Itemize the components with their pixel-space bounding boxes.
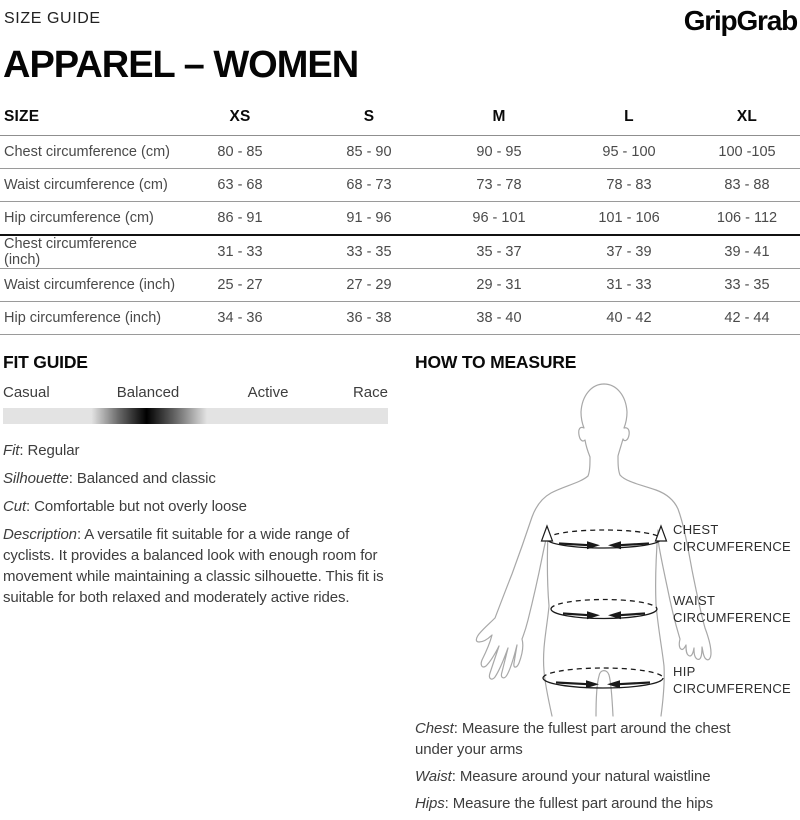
size-value: 80 - 85 [176, 136, 304, 169]
row-label: Waist circumference (cm) [0, 169, 176, 202]
size-value: 91 - 96 [304, 202, 434, 235]
size-value: 73 - 78 [434, 169, 564, 202]
page-label: SIZE GUIDE [4, 10, 101, 27]
measure-instruction-hips: Hips: Measure the fullest part around the hips [415, 795, 714, 812]
fit-detail-silhouette: Silhouette: Balanced and classic [3, 470, 216, 487]
size-value: 42 - 44 [694, 301, 800, 334]
fit-scale-label-active: Active [247, 384, 289, 401]
how-to-measure-heading: HOW TO MEASURE [415, 352, 577, 372]
row-label: Chest circumference (inch) [0, 235, 176, 269]
size-value: 39 - 41 [694, 235, 800, 269]
size-value: 106 - 112 [694, 202, 800, 235]
table-row [0, 268, 800, 301]
size-value: 38 - 40 [434, 301, 564, 334]
row-label: Chest circumference (cm) [0, 136, 176, 169]
size-value: 63 - 68 [176, 169, 304, 202]
measure-label-hip: HIP CIRCUMFERENCE [673, 664, 792, 696]
size-value: 83 - 88 [694, 169, 800, 202]
measure-instruction-waist: Waist: Measure around your natural waistline [415, 768, 711, 785]
size-value: 40 - 42 [564, 301, 694, 334]
row-label: Hip circumference (inch) [0, 301, 176, 334]
fit-guide-heading: FIT GUIDE [3, 352, 88, 372]
size-value: 85 - 90 [304, 136, 434, 169]
size-table-header [0, 100, 800, 136]
detail-label: Cut [3, 498, 27, 515]
fit-scale-label-race: Race [352, 384, 388, 401]
detail-label: Waist [415, 768, 452, 785]
size-table [0, 100, 800, 335]
table-row [0, 169, 800, 202]
table-row [0, 136, 800, 169]
detail-label: Fit [3, 442, 20, 459]
detail-label: Silhouette [3, 470, 69, 487]
table-row [0, 301, 800, 334]
fit-scale-bar [3, 408, 388, 424]
measure-label-waist: WAIST CIRCUMFERENCE [673, 593, 792, 625]
fit-detail-cut: Cut: Comfortable but not overly loose [3, 498, 247, 515]
fit-detail-description: Description: A versatile fit suitable for a wide range of cyclists. It provides a balanced look with enough room for movement while maintaining a classic silhouette. This fit is suitable for both relaxed and moderately active rides. [3, 526, 384, 606]
measure-instruction-chest: Chest: Measure the fullest part around the chest under your arms [415, 720, 731, 758]
size-value: 101 - 106 [564, 202, 694, 235]
column-header-l: L [564, 100, 694, 136]
size-value: 34 - 36 [176, 301, 304, 334]
size-value: 36 - 38 [304, 301, 434, 334]
size-value: 31 - 33 [564, 268, 694, 301]
size-value: 33 - 35 [304, 235, 434, 269]
column-header-size: SIZE [0, 100, 176, 136]
size-value: 96 - 101 [434, 202, 564, 235]
column-header-s: S [304, 100, 434, 136]
how-to-measure-section [415, 352, 800, 812]
row-label: Waist circumference (inch) [0, 268, 176, 301]
detail-label: Hips [415, 795, 445, 812]
size-value: 78 - 83 [564, 169, 694, 202]
size-value: 90 - 95 [434, 136, 564, 169]
size-value: 37 - 39 [564, 235, 694, 269]
measure-instructions [415, 718, 765, 820]
size-value: 29 - 31 [434, 268, 564, 301]
size-value: 35 - 37 [434, 235, 564, 269]
detail-label: Description [3, 526, 77, 543]
fit-scale-label-casual: Casual [3, 384, 50, 401]
fit-scale-labels [3, 384, 388, 402]
size-value: 27 - 29 [304, 268, 434, 301]
fit-guide-section [3, 352, 403, 606]
size-value: 31 - 33 [176, 235, 304, 269]
table-row [0, 202, 800, 235]
table-row [0, 235, 800, 269]
page-title: APPAREL – WOMEN [3, 44, 359, 86]
size-value: 33 - 35 [694, 268, 800, 301]
size-value: 25 - 27 [176, 268, 304, 301]
column-header-m: M [434, 100, 564, 136]
detail-label: Chest [415, 720, 454, 737]
size-value: 100 -105 [694, 136, 800, 169]
column-header-xs: XS [176, 100, 304, 136]
size-value: 95 - 100 [564, 136, 694, 169]
gripgrab-logo: GripGrab [683, 5, 797, 36]
row-label: Hip circumference (cm) [0, 202, 176, 235]
column-header-xl: XL [694, 100, 800, 136]
size-value: 68 - 73 [304, 169, 434, 202]
size-value: 86 - 91 [176, 202, 304, 235]
fit-scale-label-balanced: Balanced [116, 384, 180, 401]
measure-label-chest: CHEST CIRCUMFERENCE [673, 522, 792, 554]
fit-details [3, 440, 401, 615]
measurement-figure [440, 376, 800, 716]
fit-detail-fit: Fit: Regular [3, 442, 80, 459]
